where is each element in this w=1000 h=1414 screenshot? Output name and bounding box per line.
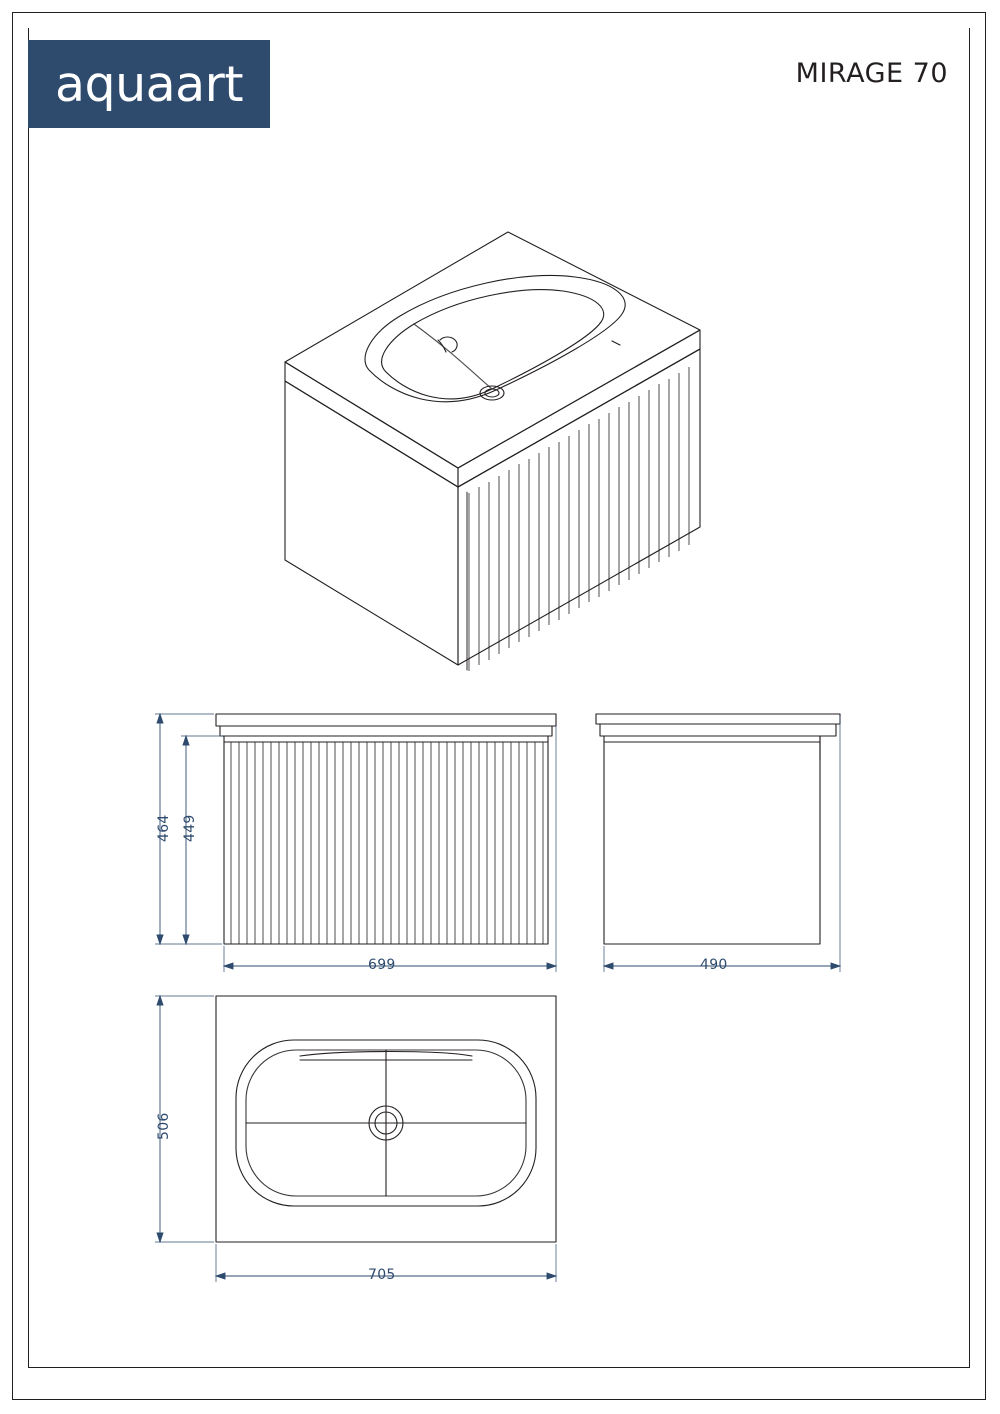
dimension-front-height-outer: 464 <box>156 814 172 842</box>
page-title: MIRAGE 70 <box>795 58 948 89</box>
dimension-side-depth: 490 <box>700 957 728 973</box>
isometric-view-flutes <box>469 367 689 671</box>
brand-logo-text: aquaart <box>54 55 244 113</box>
front-view-flutes <box>231 742 543 944</box>
dimension-front-height-inner: 449 <box>182 814 198 842</box>
dimension-front-width: 699 <box>368 957 396 973</box>
dimension-top-width: 705 <box>368 1267 396 1283</box>
dimension-top-depth: 506 <box>156 1112 172 1140</box>
